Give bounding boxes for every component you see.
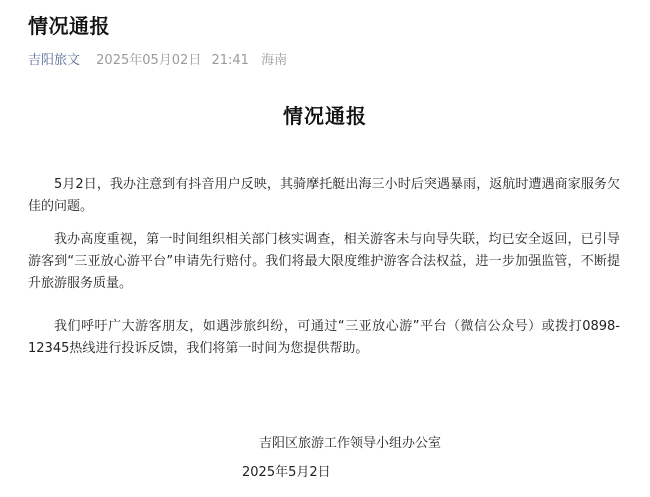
publish-date: 2025年05月02日 bbox=[96, 53, 202, 68]
article-meta bbox=[28, 49, 287, 68]
notice-sign-date: 2025年5月2日 bbox=[242, 465, 331, 480]
publish-time: 21:41 bbox=[211, 53, 249, 68]
notice-paragraph-2: 我办高度重视，第一时间组织相关部门核实调查，相关游客未与向导失联，均已安全返回，已引导游客到“三亚放心游平台”申请先行赔付。我们将最大限度维护游客合法权益，进一步加强监管，不断提升旅游服务质量。 bbox=[28, 232, 620, 291]
notice-paragraph-3: 我们呼吁广大游客朋友，如遇涉旅纠纷，可通过“三亚放心游”平台（微信公众号）或拨打0898-12345热线进行投诉反馈，我们将第一时间为您提供帮助。 bbox=[28, 319, 620, 356]
article-title: 情况通报 bbox=[28, 14, 110, 38]
author-link[interactable]: 吉阳旅文 bbox=[28, 53, 81, 68]
publish-location: 海南 bbox=[261, 53, 288, 68]
notice-signature: 吉阳区旅游工作领导小组办公室 bbox=[259, 436, 442, 451]
notice-title: 情况通报 bbox=[283, 104, 367, 128]
notice-paragraph-1: 5月2日，我办注意到有抖音用户反映，其骑摩托艇出海三小时后突遇暴雨，返航时遭遇商家服务欠佳的问题。 bbox=[28, 177, 620, 214]
